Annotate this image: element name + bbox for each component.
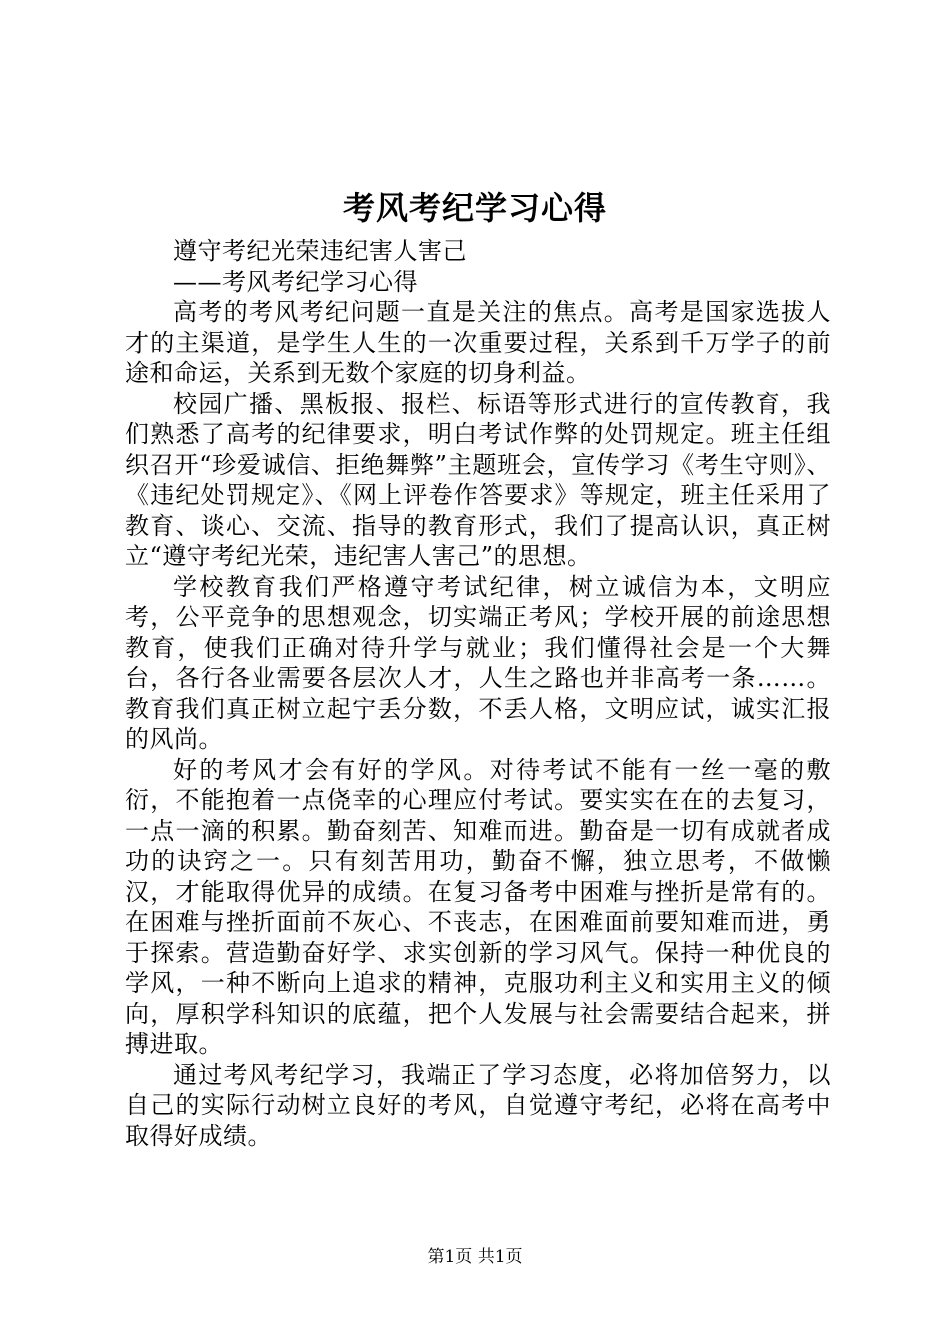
paragraph-2: 校园广播、黑板报、报栏、标语等形式进行的宣传教育，我们熟悉了高考的纪律要求，明白考试作弊的处罚规定。班主任组织召开“珍爱诚信、拒绝舞弊”主题班会，宣传学习《考生守则》、《违纪处罚规定》、《网上评卷作答要求》等规定，班主任采用了教育、谈心、交流、指导的教育形式，我们了提高认识，真正树立“遵守考纪光荣，违纪害人害己”的思想。 xyxy=(125,389,831,570)
paragraph-1: 高考的考风考纪问题一直是关注的焦点。高考是国家选拔人才的主渠道，是学生人生的一次重要过程，关系到千万学子的前途和命运，关系到无数个家庭的切身利益。 xyxy=(125,298,831,387)
subtitle-secondary: ——考风考纪学习心得 xyxy=(173,267,418,296)
paragraph-5: 通过考风考纪学习，我端正了学习态度，必将加倍努力，以自己的实际行动树立良好的考风，自觉遵守考纪，必将在高考中取得好成绩。 xyxy=(125,1060,831,1150)
page-footer: 第1页 共1页 xyxy=(427,1247,523,1267)
subtitle: 遵守考纪光荣违纪害人害己 xyxy=(173,237,467,265)
document-title: 考风考纪学习心得 xyxy=(342,189,607,227)
document-body xyxy=(125,236,831,1151)
paragraph-3: 学校教育我们严格遵守考试纪律，树立诚信为本，文明应考，公平竞争的思想观念，切实端正考风；学校开展的前途思想教育，使我们正确对待升学与就业；我们懂得社会是一个大舞台，各行各业需要各层次人才，人生之路也并非高考一条……。教育我们真正树立起宁丢分数，不丢人格，文明应试，诚实汇报的风尚。 xyxy=(125,572,831,753)
paragraph-4: 好的考风才会有好的学风。对待考试不能有一丝一毫的敷衍，不能抱着一点侥幸的心理应付考试。要实实在在的去复习，一点一滴的积累。勤奋刻苦、知难而进。勤奋是一切有成就者成功的诀窍之一。只有刻苦用功，勤奋不懈，独立思考，不做懒汉，才能取得优异的成绩。在复习备考中困难与挫折是常有的。在困难与挫折面前不灰心、不丧志，在困难面前要知难而进，勇于探索。营造勤奋好学、求实创新的学习风气。保持一种优良的学风，一种不断向上追求的精神，克服功利主义和实用主义的倾向，厚积学科知识的底蕴，把个人发展与社会需要结合起来，拼搏进取。 xyxy=(125,755,831,1058)
